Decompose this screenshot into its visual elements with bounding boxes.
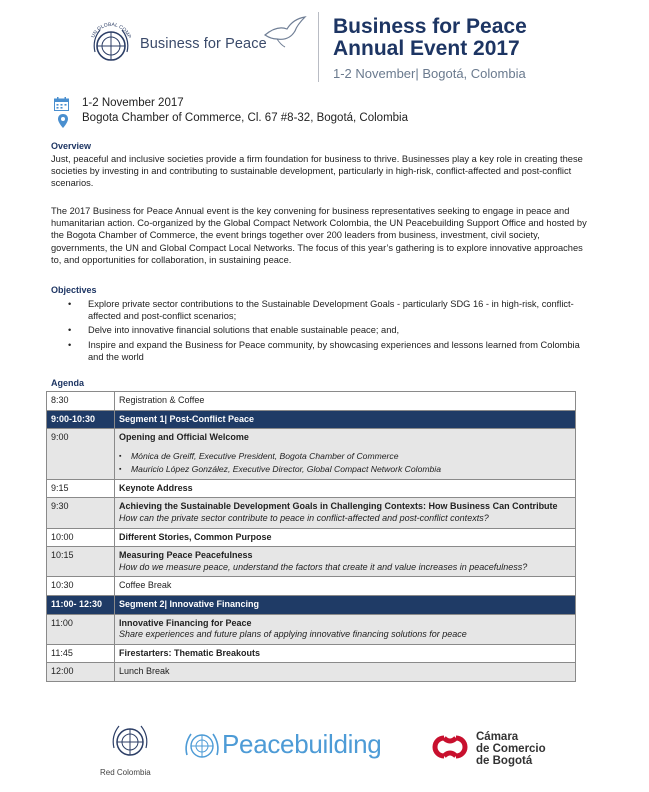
agenda-session-title: Different Stories, Common Purpose xyxy=(119,531,272,542)
speaker-item: ▪ Mauricio López González, Executive Director, Global Compact Network Colombia xyxy=(119,463,571,476)
agenda-row xyxy=(47,663,576,682)
agenda-session-cell xyxy=(115,614,576,644)
agenda-session-title: Firestarters: Thematic Breakouts xyxy=(119,647,261,658)
agenda-row xyxy=(47,614,576,644)
header-divider xyxy=(318,12,319,82)
un-global-compact-logo xyxy=(86,18,136,68)
agenda-row xyxy=(47,528,576,547)
objective-item: • Inspire and expand the Business for Peace community, by showcasing experiences and lessons learned from Colombia and the world xyxy=(68,339,588,363)
ccb-line-1: Cámara xyxy=(476,731,519,743)
agenda-session-title: Innovative Financing for Peace xyxy=(119,617,252,628)
agenda-row xyxy=(47,644,576,663)
agenda-session-cell xyxy=(115,410,576,429)
agenda-session-cell xyxy=(115,547,576,577)
agenda-row xyxy=(47,498,576,528)
agenda-time: 10:30 xyxy=(47,577,115,596)
agenda-table xyxy=(46,391,576,682)
agenda-session-cell xyxy=(115,392,576,411)
agenda-session-title: Segment 2| Innovative Financing xyxy=(119,598,260,609)
agenda-time: 9:00-10:30 xyxy=(47,410,115,429)
agenda-session-cell xyxy=(115,429,576,480)
overview-paragraph-2: The 2017 Business for Peace Annual event is the key convening for business representatives seeking to engage in peace and humanitarian action. Co-organized by the Global Compact Network Colombia, the UN Peacebuilding Support Office and hosted by the Bogota Chamber of Commerce, the event brings together over 200 leaders from business, investment, civil society, governments, the UN and Global Compact Local Networks. The focus of this year’s gathering is to explore innovative approaches to, and opportunities for collaboration, in sustaining peace. xyxy=(51,206,587,265)
agenda-session-title: Opening and Official Welcome xyxy=(119,432,249,443)
peacebuilding-logo-text: Peacebuilding xyxy=(222,729,382,759)
ccb-line-2: de Comercio xyxy=(476,743,546,755)
agenda-session-title: Coffee Break xyxy=(119,580,172,591)
agenda-session-cell xyxy=(115,498,576,528)
event-date: 1-2 November 2017 xyxy=(82,97,184,109)
camara-comercio-bogota-text xyxy=(476,731,546,767)
camara-comercio-bogota-logo xyxy=(428,730,472,764)
red-colombia-label: Red Colombia xyxy=(100,768,151,777)
overview-paragraph-1: Just, peaceful and inclusive societies provide a firm foundation for business to thrive. Businesses play a key role in creating these societies by investing in and contributing to sustainable development, particularly in high-risk, conflict-affected and post-conflict scenarios. xyxy=(51,154,583,189)
agenda-time: 10:15 xyxy=(47,547,115,577)
agenda-session-cell xyxy=(115,644,576,663)
agenda-row xyxy=(47,392,576,411)
brand-text: Business for Peace xyxy=(140,36,267,52)
agenda-time: 10:00 xyxy=(47,528,115,547)
agenda-session-title: Lunch Break xyxy=(119,666,170,677)
agenda-session-title: Achieving the Sustainable Development Goals in Challenging Contexts: How Business Can Contribute xyxy=(119,501,558,512)
event-title-line-1: Business for Peace xyxy=(333,15,527,38)
agenda-time: 8:30 xyxy=(47,392,115,411)
agenda-session-subtitle: How do we measure peace, understand the factors that create it and value increases in peacefulness? xyxy=(119,561,528,572)
document-header xyxy=(0,0,649,90)
agenda-segment-row xyxy=(47,410,576,429)
agenda-session-title: Keynote Address xyxy=(119,482,193,493)
agenda-session-cell xyxy=(115,528,576,547)
agenda-time: 11:45 xyxy=(47,644,115,663)
agenda-session-cell xyxy=(115,595,576,614)
logo-ring-text: UN GLOBAL COMP xyxy=(90,21,132,40)
agenda-session-title: Measuring Peace Peacefulness xyxy=(119,550,253,561)
agenda-segment-row xyxy=(47,595,576,614)
event-title-line-2: Annual Event 2017 xyxy=(333,37,520,60)
speaker-item: ▪ Mónica de Greiff, Executive President, Bogota Chamber of Commerce xyxy=(119,450,571,463)
agenda-row xyxy=(47,429,576,480)
un-global-compact-red-colombia-logo xyxy=(106,716,154,764)
objective-item: • Explore private sector contributions to the Sustainable Development Goals - particularly SDG 16 - in high-risk, conflict-affected and post-conflict scenarios; xyxy=(68,298,588,322)
un-emblem-icon xyxy=(182,729,222,763)
location-pin-icon xyxy=(58,114,68,128)
agenda-time: 11:00 xyxy=(47,614,115,644)
agenda-time: 9:30 xyxy=(47,498,115,528)
overview-heading: Overview xyxy=(51,141,92,151)
agenda-session-cell xyxy=(115,663,576,682)
ccb-line-3: de Bogotá xyxy=(476,755,533,767)
event-subtitle: 1-2 November| Bogotá, Colombia xyxy=(333,66,526,81)
calendar-icon xyxy=(54,97,69,111)
objectives-list xyxy=(68,298,588,365)
agenda-row xyxy=(47,577,576,596)
agenda-session-title: Segment 1| Post-Conflict Peace xyxy=(119,413,255,424)
agenda-row xyxy=(47,547,576,577)
agenda-time: 9:15 xyxy=(47,479,115,498)
agenda-row xyxy=(47,479,576,498)
agenda-time: 9:00 xyxy=(47,429,115,480)
objectives-heading: Objectives xyxy=(51,285,97,295)
agenda-heading: Agenda xyxy=(51,378,85,388)
agenda-session-title: Registration & Coffee xyxy=(119,395,205,405)
speaker-list xyxy=(119,450,571,476)
event-title xyxy=(333,16,633,60)
svg-text:UN GLOBAL COMPACT xyxy=(86,18,132,40)
agenda-time: 12:00 xyxy=(47,663,115,682)
objective-item: • Delve into innovative financial solutions that enable sustainable peace; and, xyxy=(68,324,588,336)
event-venue: Bogota Chamber of Commerce, Cl. 67 #8-32, Bogotá, Colombia xyxy=(82,112,408,124)
agenda-session-cell xyxy=(115,479,576,498)
agenda-session-subtitle: Share experiences and future plans of applying innovative financing solutions for peace xyxy=(119,629,467,640)
agenda-time: 11:00- 12:30 xyxy=(47,595,115,614)
agenda-session-subtitle: How can the private sector contribute to peace in conflict-affected and post-conflict contexts? xyxy=(119,512,489,523)
dove-icon xyxy=(263,15,307,49)
agenda-session-cell xyxy=(115,577,576,596)
